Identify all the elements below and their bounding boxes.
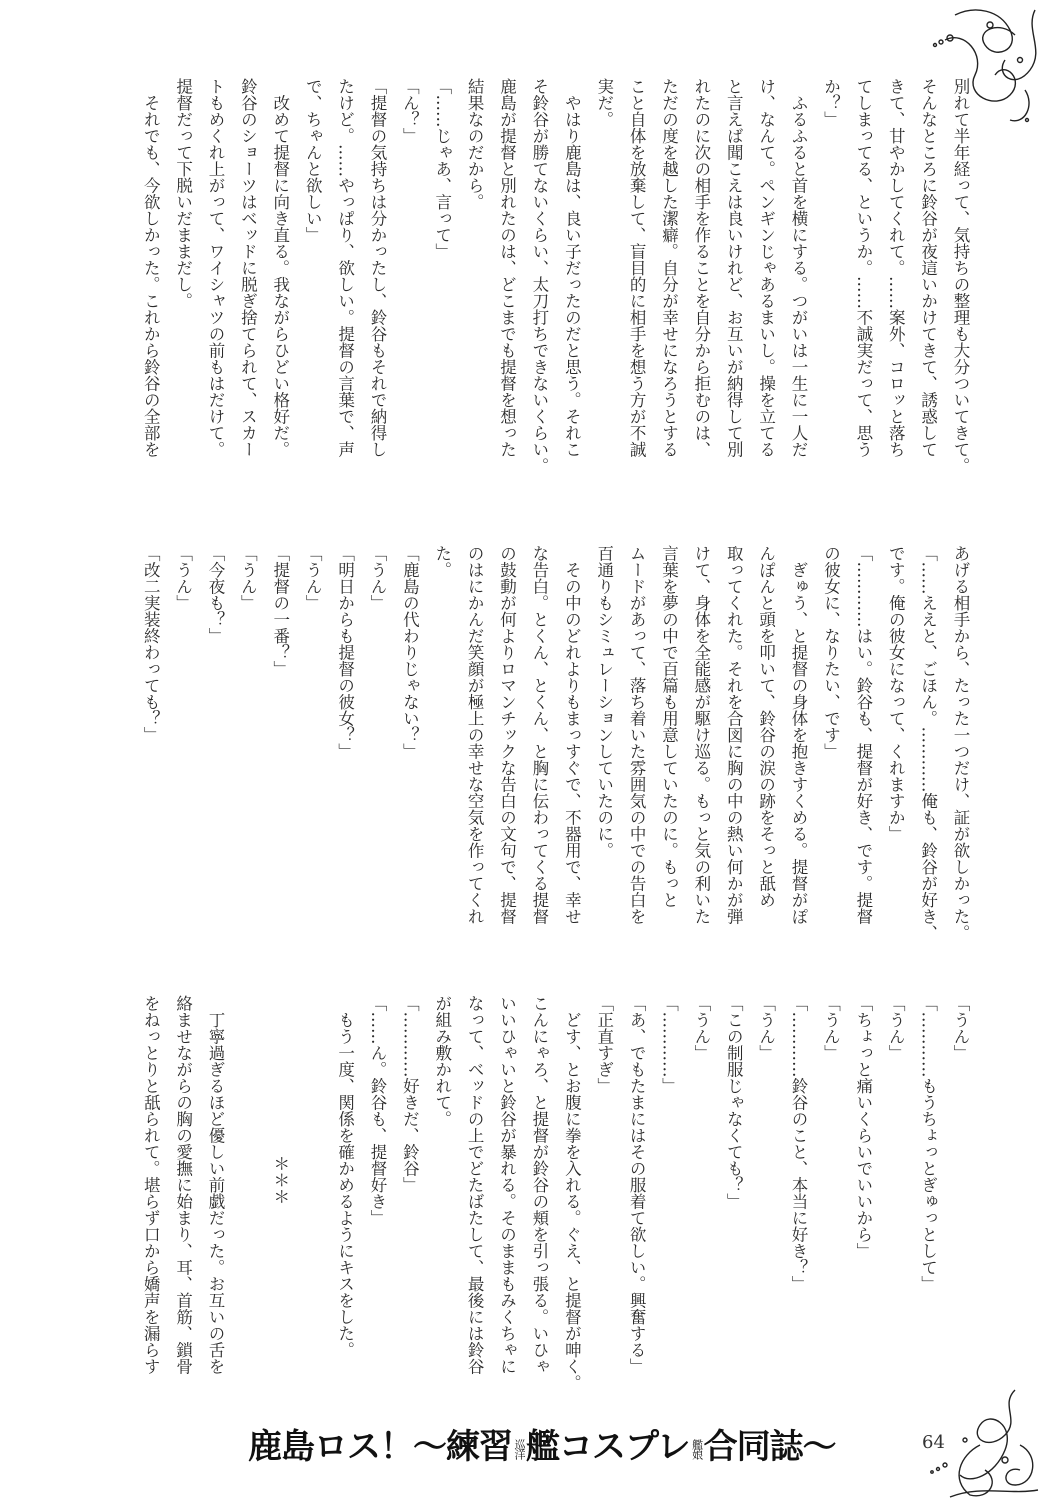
text-line: こと自体を放棄して、盲目的に相手を想う方が不誠 xyxy=(627,78,647,458)
title-small-2: 艦娘 xyxy=(690,1438,704,1459)
text-line: そんなところに鈴谷が夜這いかけてきて、誘惑して xyxy=(918,78,938,458)
text-line: 「……じゃあ、言って」 xyxy=(432,78,452,260)
text-line: なって、ベッドの上でどたばたして、最後には鈴谷 xyxy=(465,995,485,1375)
text-line: きて、甘やかしてくれて。……案外、コロッと落ち xyxy=(886,78,906,458)
text-line: 「うん」 xyxy=(367,545,387,611)
text-line: 「この制服じゃなくても？」 xyxy=(724,995,744,1210)
text-line: 「ん？」 xyxy=(400,78,420,144)
text-line: それでも、今欲しかった。これから鈴谷の全部を xyxy=(141,78,161,458)
text-block-top xyxy=(134,78,976,488)
text-line: 「…………はい。鈴谷も、提督が好き、です。提督 xyxy=(853,545,873,925)
title-part-3: 合同誌～ xyxy=(703,1427,836,1467)
text-line: 鈴谷のショーツはベッドに脱ぎ捨てられて、スカー xyxy=(238,78,258,458)
text-line: をねっとりと舐られて。堪らず口から嬌声を漏らす xyxy=(141,995,161,1375)
text-line: やはり鹿島は、良い子だったのだと思う。それこ xyxy=(562,78,582,458)
text-line: 「うん」 xyxy=(173,545,193,611)
text-line: 「今夜も？」 xyxy=(206,545,226,644)
text-line: 別れて半年経って、気持ちの整理も大分ついてきて。 xyxy=(951,78,970,474)
text-line: 「うん」 xyxy=(303,545,323,611)
text-line: あげる相手から、たった一つだけ、証が欲しかった。 xyxy=(951,545,970,941)
text-line: ぎゅう、と提督の身体を抱きすくめる。提督がぽ xyxy=(789,545,809,925)
text-line: のはにかんだ笑顔が極上の幸せな空気を作ってくれ xyxy=(465,545,485,925)
text-line: ふるふると首を横にする。つがいは一生に一人だ xyxy=(789,78,809,458)
text-line: 「…………もうちょっとぎゅっとして」 xyxy=(918,995,938,1292)
text-line: こんにゃろ、と提督が鈴谷の頬を引っ張る。いひゃ xyxy=(529,995,549,1375)
text-line: ただの度を越した潔癖。自分が幸せになろうとする xyxy=(659,78,679,458)
text-line: 「あ、でもたまにはその服着て欲しい。興奮する」 xyxy=(627,995,647,1375)
text-line: 「うん」 xyxy=(951,995,970,1061)
text-line: そ鈴谷が勝てないくらい、太刀打ちできないくらい。 xyxy=(529,78,549,474)
text-line: 取ってくれた。それを合図に胸の中の熱い何かが弾 xyxy=(724,545,744,925)
text-line: どす、とお腹に拳を入れる。ぐえ、と提督が呻く。 xyxy=(562,995,582,1391)
text-line: トもめくれ上がって、ワイシャツの前もはだけて。 xyxy=(206,78,226,458)
text-line: 鹿島が提督と別れたのは、どこまでも提督を想った xyxy=(497,78,517,458)
text-line: んぽんと頭を叩いて、鈴谷の涙の跡をそっと舐め xyxy=(756,545,776,908)
text-line: 百通りもシミュレーションしていたのに。 xyxy=(594,545,614,859)
text-line: 「…………好きだ、鈴谷」 xyxy=(400,995,420,1193)
text-line: 「明日からも提督の彼女？」 xyxy=(335,545,355,760)
text-line: な告白。とくん、とくん、と胸に伝わってくる提督 xyxy=(529,545,549,925)
text-line: と言えば聞こえは良いけれど、お互いが納得して別 xyxy=(724,78,744,458)
text-line: の鼓動が何よりロマンチックな告白の文句で、提督 xyxy=(497,545,517,925)
blank-line xyxy=(296,995,328,1405)
text-line: 「……ん。鈴谷も、提督好き」 xyxy=(367,995,387,1226)
text-line: 「鹿島の代わりじゃない？」 xyxy=(400,545,420,760)
text-line: 「うん」 xyxy=(691,995,711,1061)
text-line: か？」 xyxy=(821,78,841,128)
text-line: 「うん」 xyxy=(756,995,776,1061)
text-line: 絡ませながらの胸の愛撫に始まり、耳、首筋、鎖骨 xyxy=(173,995,193,1375)
title-part-2: 艦コスプレ xyxy=(526,1427,690,1467)
text-line: た。 xyxy=(432,545,452,578)
text-line: たけど。……やっぱり、欲しい。提督の言葉で、声 xyxy=(335,78,355,458)
text-line: 「うん」 xyxy=(886,995,906,1061)
text-line: れたのに次の相手を作ることを自分から拒むのは、 xyxy=(691,78,711,458)
section-break: ＊＊＊ xyxy=(270,1155,290,1205)
text-line: です。俺の彼女になって、くれますか」 xyxy=(886,545,906,842)
book-title xyxy=(248,1425,836,1469)
text-line: 「ちょっと痛いくらいでいいから」 xyxy=(853,995,873,1259)
text-line: その中のどれよりもまっすぐで、不器用で、幸せ xyxy=(562,545,582,925)
text-line: 「うん」 xyxy=(238,545,258,611)
title-part-1: 鹿島ロス！～練習 xyxy=(248,1427,512,1467)
text-line: 「…………」 xyxy=(659,995,679,1094)
text-line: 改めて提督に向き直る。我ながらひどい格好だ。 xyxy=(270,78,290,458)
text-line: てしまってる、というか。……不誠実だって、思う xyxy=(853,78,873,458)
text-line: 結果なのだから。 xyxy=(465,78,485,210)
text-line: ムードがあって、落ち着いた雰囲気の中での告白を xyxy=(627,545,647,925)
text-line: が組み敷かれて。 xyxy=(432,995,452,1127)
text-line: いいひゃいと鈴谷が暴れる。そのままもみくちゃに xyxy=(497,995,517,1375)
title-small-1: 巡洋 xyxy=(513,1438,526,1459)
text-line: もう一度、関係を確かめるようにキスをした。 xyxy=(335,995,355,1358)
text-line: 丁寧過ぎるほど優しい前戯だった。お互いの舌を xyxy=(206,995,226,1375)
text-line: 「うん」 xyxy=(821,995,841,1061)
text-line: けて、身体を全能感が駆け巡る。もっと気の利いた xyxy=(691,545,711,925)
text-line: 「……ええと、ごほん。…………俺も、鈴谷が好き、 xyxy=(918,545,938,941)
flourish-ornament-icon xyxy=(915,0,1045,130)
text-line: 「提督の気持ちは分かったし、鈴谷もそれで納得し xyxy=(367,78,387,458)
flourish-ornament-icon xyxy=(920,1385,1040,1500)
text-line: 「正直すぎ」 xyxy=(594,995,614,1094)
text-line: 言葉を夢の中で百篇も用意していたのに。もっと xyxy=(659,545,679,908)
blank-line xyxy=(231,995,263,1405)
text-line: 提督だって下脱いだままだし。 xyxy=(173,78,193,309)
text-line: 「改二実装終わっても？」 xyxy=(141,545,161,743)
text-block-bottom xyxy=(134,995,976,1405)
page-number: 64 xyxy=(922,1432,945,1453)
text-line: 実だ。 xyxy=(594,78,614,128)
text-line: で、ちゃんと欲しい」 xyxy=(303,78,323,243)
text-line: の彼女に、なりたい、です」 xyxy=(821,545,841,760)
text-line: 「…………鈴谷のこと、本当に好き？」 xyxy=(789,995,809,1292)
text-line: け、なんて。ペンギンじゃあるまいし。操を立てる xyxy=(756,78,776,458)
text-block-middle xyxy=(134,545,976,955)
text-line: 「提督の一番？」 xyxy=(270,545,290,677)
